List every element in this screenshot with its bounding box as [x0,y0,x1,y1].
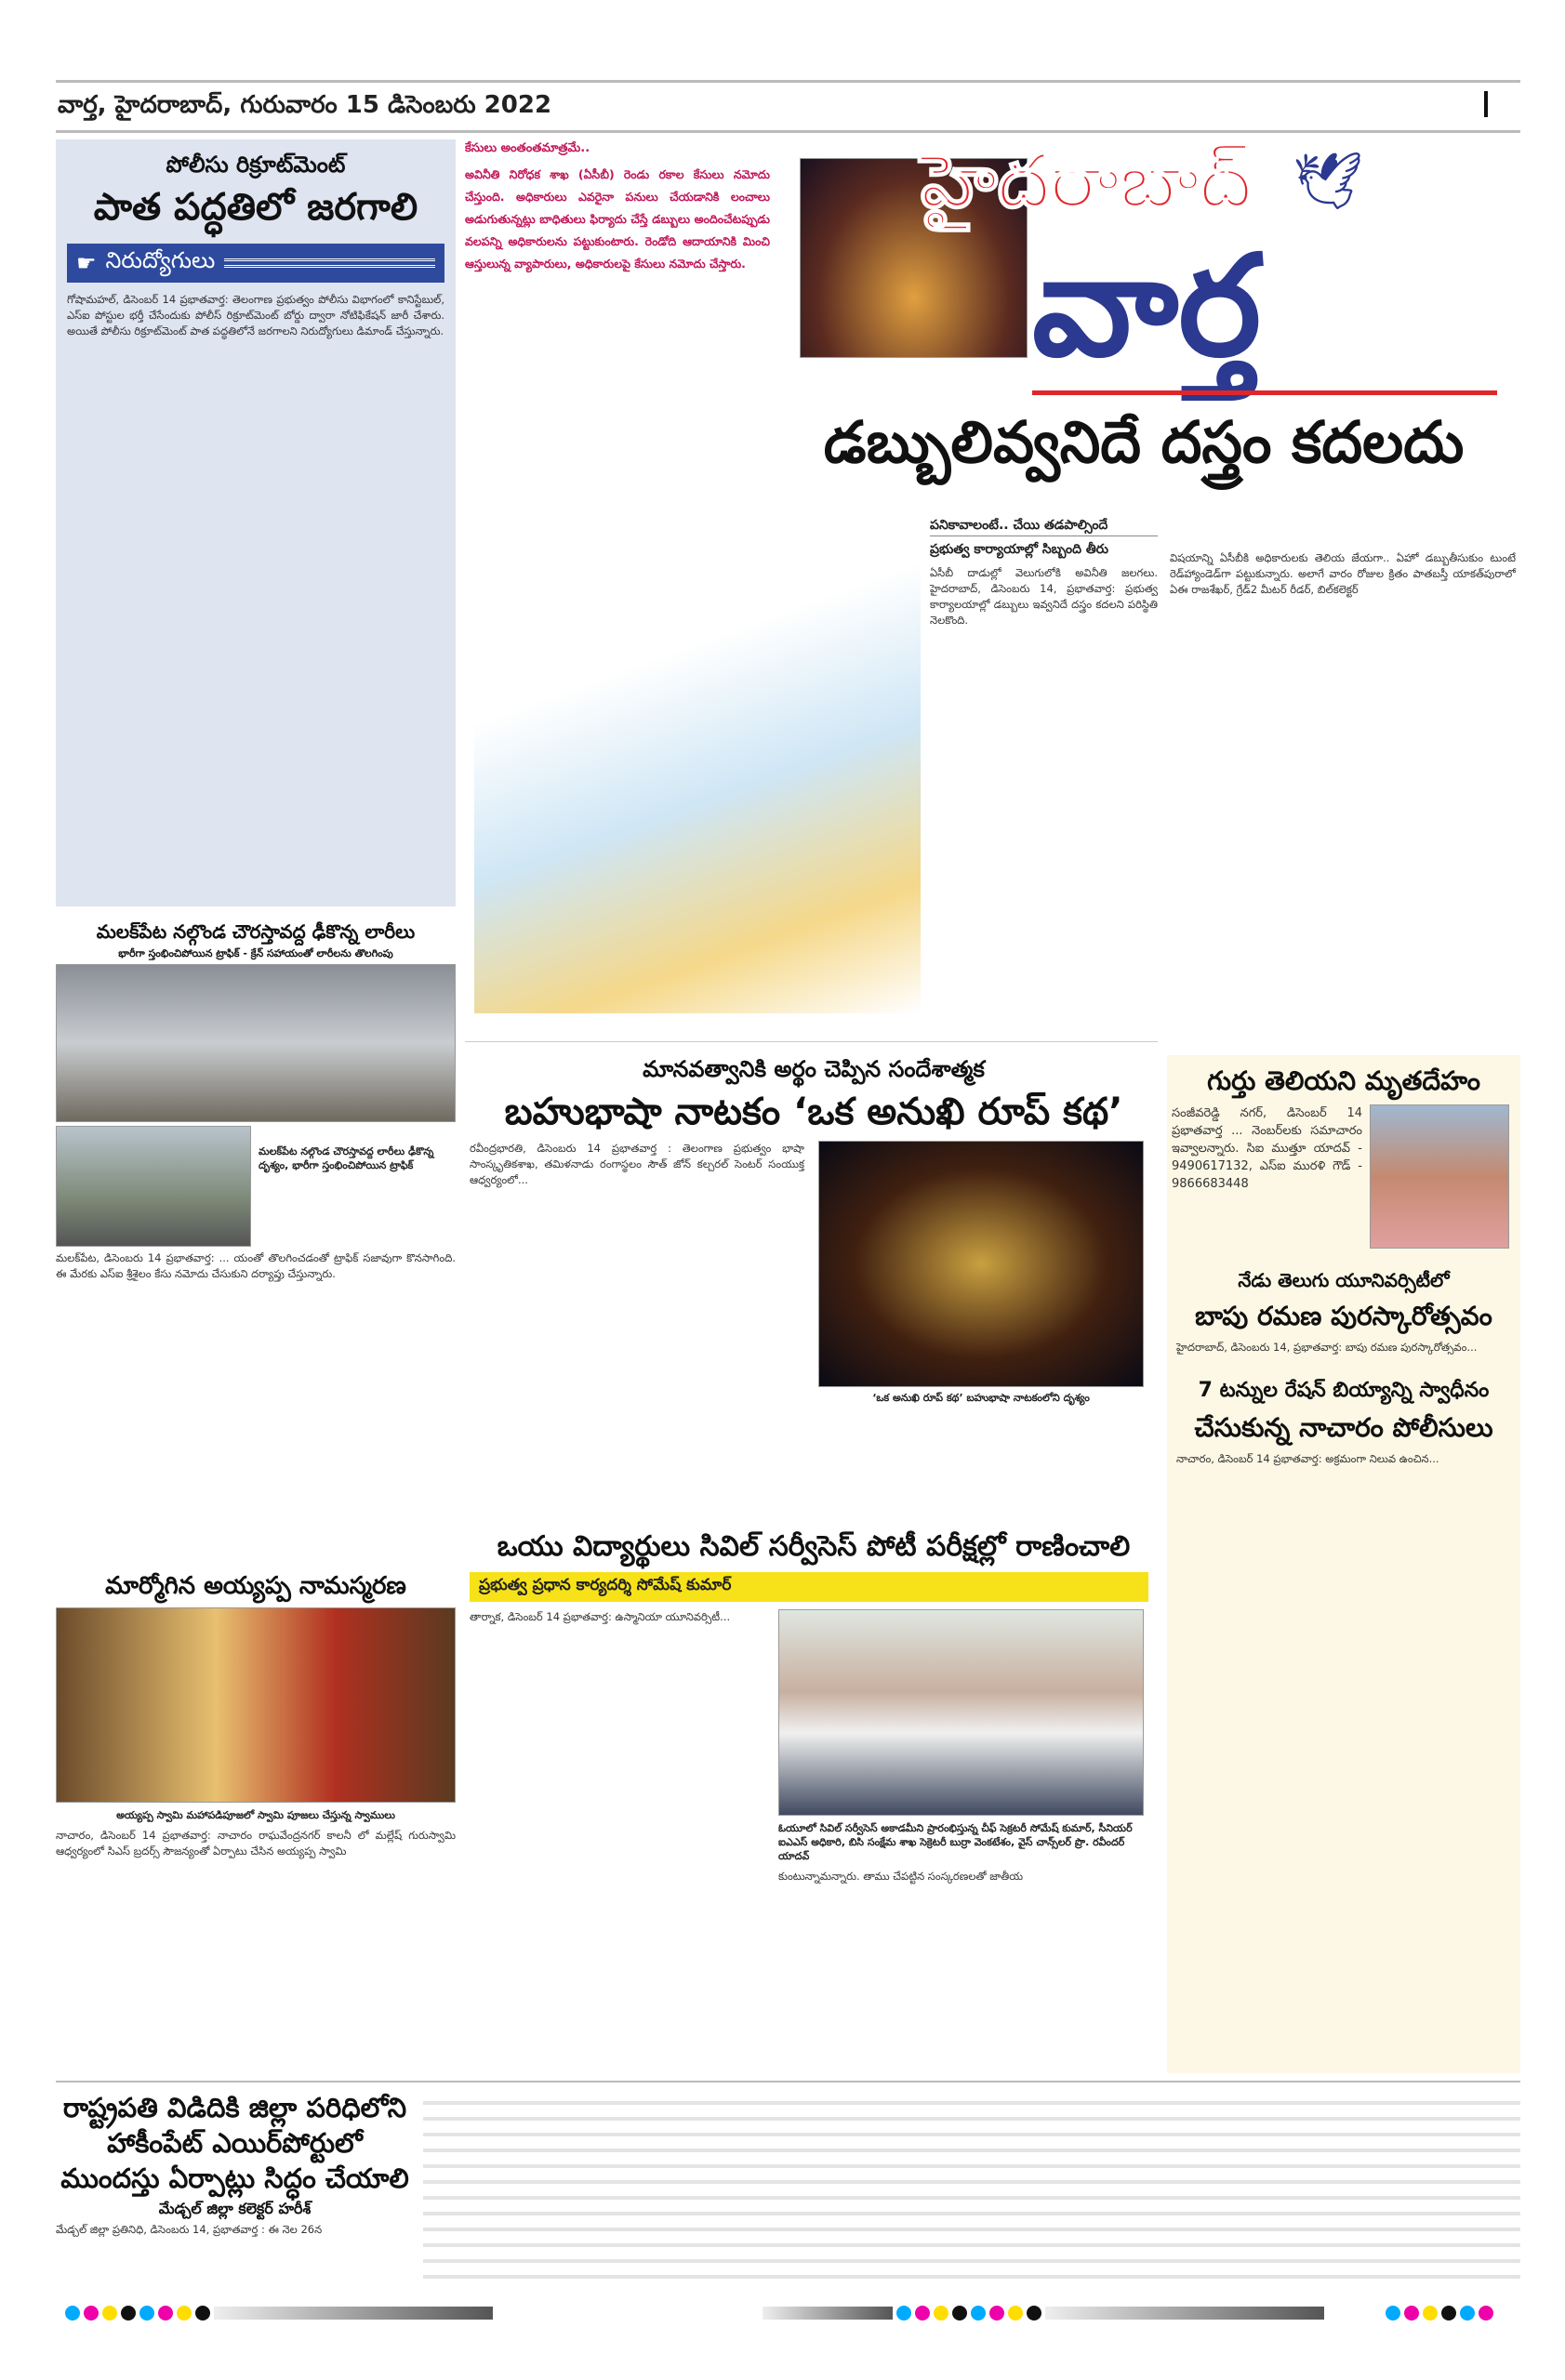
civil-body2: కుంటున్నామన్నారు. తాము చేపట్టిన సంస్కరణలతో జాతీయ [778,1869,1024,1883]
malakpet-photo-row [56,1126,456,1247]
civil-photo [778,1609,1144,1816]
bapu-title: బాపు రమణ పురస్కారోత్సవం [1195,1301,1492,1331]
ayyappa-article [56,1571,456,1859]
ayyappa-title: మార్మోగిన అయ్యప్ప నామస్మరణ [105,1572,406,1600]
president-byline: మేడ్చల్ జిల్లా కలెక్టర్ హరీశ్ [158,2200,312,2217]
color-bar-right [1386,2304,1493,2322]
police-kicker: పోలీసు రిక్రూట్‌మెంట్ [166,152,346,178]
lead-left-column [930,518,1158,628]
president-body-columns [423,2092,1520,2287]
masthead-rule [56,130,1520,133]
president-title: రాష్ట్రపతి విడిదికి జిల్లా పరిధిలోని హాకీంపేట్ ఎయిర్‌పోర్టులో ముందస్తు ఏర్పాట్లు సిద్ధం చేయాలి [60,2092,409,2194]
police-band-label: నిరుద్యోగులు [105,247,216,273]
malakpet-caption: మలక్‌పేట నల్గొండ చౌరస్తావద్ద లారీలు ఢీకొన్న దృశ్యం, భారీగా స్తంభించిపోయిన ట్రాఫిక్ [259,1144,434,1171]
lead-body2: విషయాన్ని ఏసీబీకి అధికారులకు తెలియ జేయగా.. ఏహో డబ్బుతీసుకుం టుంటే రెడ్‌హ్యాండెడ్‌గా పట్టుకున్నారు. అలాగే వారం రోజుల క్రితం పాతబస్తీ యాకత్‌పురాలో ఏఈ రాజశేఖర్, గ్రేడ్2 మీటర్ రీడర్, బిల్‌కలెక్టర్ [1170,551,1516,596]
police-article [56,139,456,906]
masthead-line: వార్త, హైదరాబాద్, గురువారం 15 డిసెంబరు 2022 [58,91,552,119]
logo-underline [1032,390,1497,395]
ration-title2: చేసుకున్న నాచారం పోలీసులు [1194,1411,1493,1443]
bribery-cartoon [474,530,921,1013]
lead-title: డబ్బులివ్వనిదే దస్త్రం కదలదు [823,408,1465,476]
civil-photo-block [778,1609,1144,1884]
president-body: మేడ్చల్ జిల్లా ప్రతినిధి, డిసెంబరు 14, ప్రభాతవార్త : ఈ నెల 26న [56,2223,323,2236]
death-body: సంజీవరెడ్డి నగర్, డిసెంబర్ 14 ప్రభాతవార్త ... నెంబర్‌లకు సమాచారం ఇవ్వాలన్నారు. సిఐ ముత్తూ యాదవ్ - 9490617132, ఎస్ఐ మురళి గౌడ్ - 9866683448 [1172,1106,1362,1191]
drama-kicker: మానవత్వానికి అర్థం చెప్పిన సందేశాత్మక [643,1056,985,1082]
drama-photo [818,1141,1144,1387]
drama-title: బహుభాషా నాటకం ‘ఒక అనుఖి రూప్ కథ’ [504,1091,1123,1133]
band-lines [224,258,435,268]
lead-sub2: ప్రభుత్వ కార్యాయాల్లో సిబ్బంది తీరు [930,542,1108,557]
civil-banner: ప్రభుత్వ ప్రధాన కార్యదర్శి సోమేష్ కుమార్ [470,1572,1148,1602]
logo-city: హైదరాబాద్ [921,138,1253,224]
bapu-body: హైదరాబాద్, డిసెంబరు 14, ప్రభాతవార్త: బాపు రమణ పురస్కారోత్సవం... [1176,1341,1478,1354]
deceased-photo [1370,1104,1509,1249]
malakpet-title: మలక్‌పేట నల్గొండ చౌరస్తావద్ద ఢీకొన్న లారీలు [96,920,416,943]
color-bar-middle [763,2304,1324,2322]
acb-body: అవినీతి నిరోధక శాఖ (ఏసీబీ) రెండు రకాల కేసులు నమోదు చేస్తుంది. అధికారులు ఎవరైనా పనులు చేయడానికి లంచాలు అడుగుతున్నట్లు బాధితులు ఫిర్యాదు చేస్తే డబ్బులు అందించేటప్పుడు వలపన్ని అధికారులను పట్టుకుంటారు. రెండోది ఆదాయానికి మించి ఆస్తులున్న వ్యాపారులు, అధికారులపై కేసులు నమోదు చేస్తారు. [465,167,770,271]
color-bar-left [65,2304,493,2322]
civil-row [470,1609,1158,1884]
top-rule [56,80,1520,83]
drama-article [470,1055,1158,1405]
ration-body: నాచారం, డిసెంబర్ 14 ప్రభాతవార్త: అక్రమంగా నిలువ ఉంచిన... [1176,1451,1439,1465]
police-body: గోషామహల్, డిసెంబర్ 14 ప్రభాతవార్త: తెలంగాణ ప్రభుత్వం పోలీసు విభాగంలో కానిస్టేబుల్, ఎస్ఐ పోస్టుల భర్తీ చేసేందుకు పోలీస్ రిక్రూట్‌మెంట్ బోర్డు ద్వారా నోటిఫికేషన్ జారీ చేశారు. అయితే పోలీసు రిక్రూట్‌మెంట్ పాత పద్ధతిలోనే జరగాలని నిరుద్యోగులు డిమాండ్ చేస్తున్నారు. [67,293,444,337]
bottom-rule [56,2081,1520,2082]
dove-icon: 🕊 [1293,149,1364,214]
lead-sub1: పనికావాలంటే.. చేయి తడపాల్సిందే [930,518,1158,536]
civil-article [470,1529,1158,1884]
death-title: గుర్తు తెలియని మృతదేహం [1207,1065,1480,1096]
drama-caption: ‘ఒక అనుఖి రూప్ కథ’ బహుభాషా నాటకంలోని దృశ్యం [872,1392,1090,1404]
civil-title: ఒయు విద్యార్థులు సివిల్ సర్వీసెస్ పోటీ పరీక్షల్లో రాణించాలి [497,1530,1131,1563]
president-article [56,2090,414,2238]
malakpet-body: మలక్‌పేట, డిసెంబరు 14 ప్రభాతవార్త: ... యంతో తొలగించడంతో ట్రాఫిక్ సజావుగా కొనసాగింది. ఈ మేరకు ఎస్ఐ శ్రీశైలం కేసు నమోదు చేసుకుని దర్యాప్తు చేస్తున్నారు. [56,1250,456,1280]
civil-body1: తార్నాక, డిసెంబర్ 14 ప్రభాతవార్త: ఉస్మానియా యూనివర్సిటీ... [470,1609,731,1623]
ayyappa-caption: అయ్యప్ప స్వామి మహాపడిపూజలో స్వామి పూజలు చేస్తున్న స్వాములు [116,1808,395,1821]
lead-body1: ఏసీబీ దాడుల్లో వెలుగులోకి అవినీతి జలగలు. హైదరాబాద్, డిసెంబరు 14, ప్రభాతవార్త: ప్రభుత్వ కార్యాలయాల్లో డబ్బులు ఇవ్వనిదే దస్త్రం కదలని పరిస్థితి నెలకొంది. [930,566,1158,627]
logo-name: వార్త [1032,226,1262,388]
police-title: పాత పద్ధతిలో జరగాలి [93,186,418,229]
divider [465,1041,1158,1042]
drama-body: రవీంద్రభారతి, డిసెంబరు 14 ప్రభాతవార్త : తెలంగాణ ప్రభుత్వం భాషా సాంస్కృతికశాఖ, తమిళనాడు రంగాస్థలం సౌత్ జోన్ కల్చరల్ సెంటర్ సంయుక్త ఆధ్వర్యంలో... [470,1142,804,1186]
pointing-hand-icon: ☛ [76,250,97,276]
police-band [67,244,444,283]
ayyappa-body: నాచారం, డిసెంబర్ 14 ప్రభాతవార్త: నాచారం రాఘవేంద్రనగర్ కాలనీ లో మల్లేష్ గురుస్వామి ఆధ్వర్యంలో సిఎస్ బ్రదర్స్ సౌజన్యంతో ఏర్పాటు చేసిన అయ్యప్ప స్వామి [56,1828,456,1858]
lorry-photo-1 [56,964,456,1122]
bapu-kicker: నేడు తెలుగు యూనివర్సిటీలో [1238,1269,1450,1291]
acb-intro: కేసులు అంతంతమాత్రమే.. [465,141,590,155]
malakpet-article [56,920,456,1282]
drama-photo-block [818,1141,1144,1405]
death-row [1172,1104,1516,1249]
page-marker [1484,91,1488,117]
ayyappa-photo [56,1607,456,1803]
ration-title1: 7 టన్నుల రేషన్ బియ్యాన్ని స్వాధీనం [1198,1379,1490,1402]
civil-caption: ఓయూలో సివిల్ సర్వీసెస్ అకాడమీని ప్రారంభిస్తున్న చీఫ్ సెక్రటరీ సోమేష్ కుమార్, సీనియర్ ఐఎఎస్ అధికారి, బిసి సంక్షేమ శాఖ సెక్రెటరీ బుర్రా వెంకటేశం, వైస్ చాన్స్‌లర్ ప్రొ. రవీందర్ యాదవ్ [778,1821,1133,1862]
right-articles [1172,1064,1516,1467]
malakpet-sub: భారీగా స్తంభించిపోయిన ట్రాఫిక్ - క్రేన్ సహాయంతో లారీలను తొలగింపు [118,947,393,959]
drama-row [470,1141,1158,1405]
lorry-photo-2 [56,1126,251,1247]
